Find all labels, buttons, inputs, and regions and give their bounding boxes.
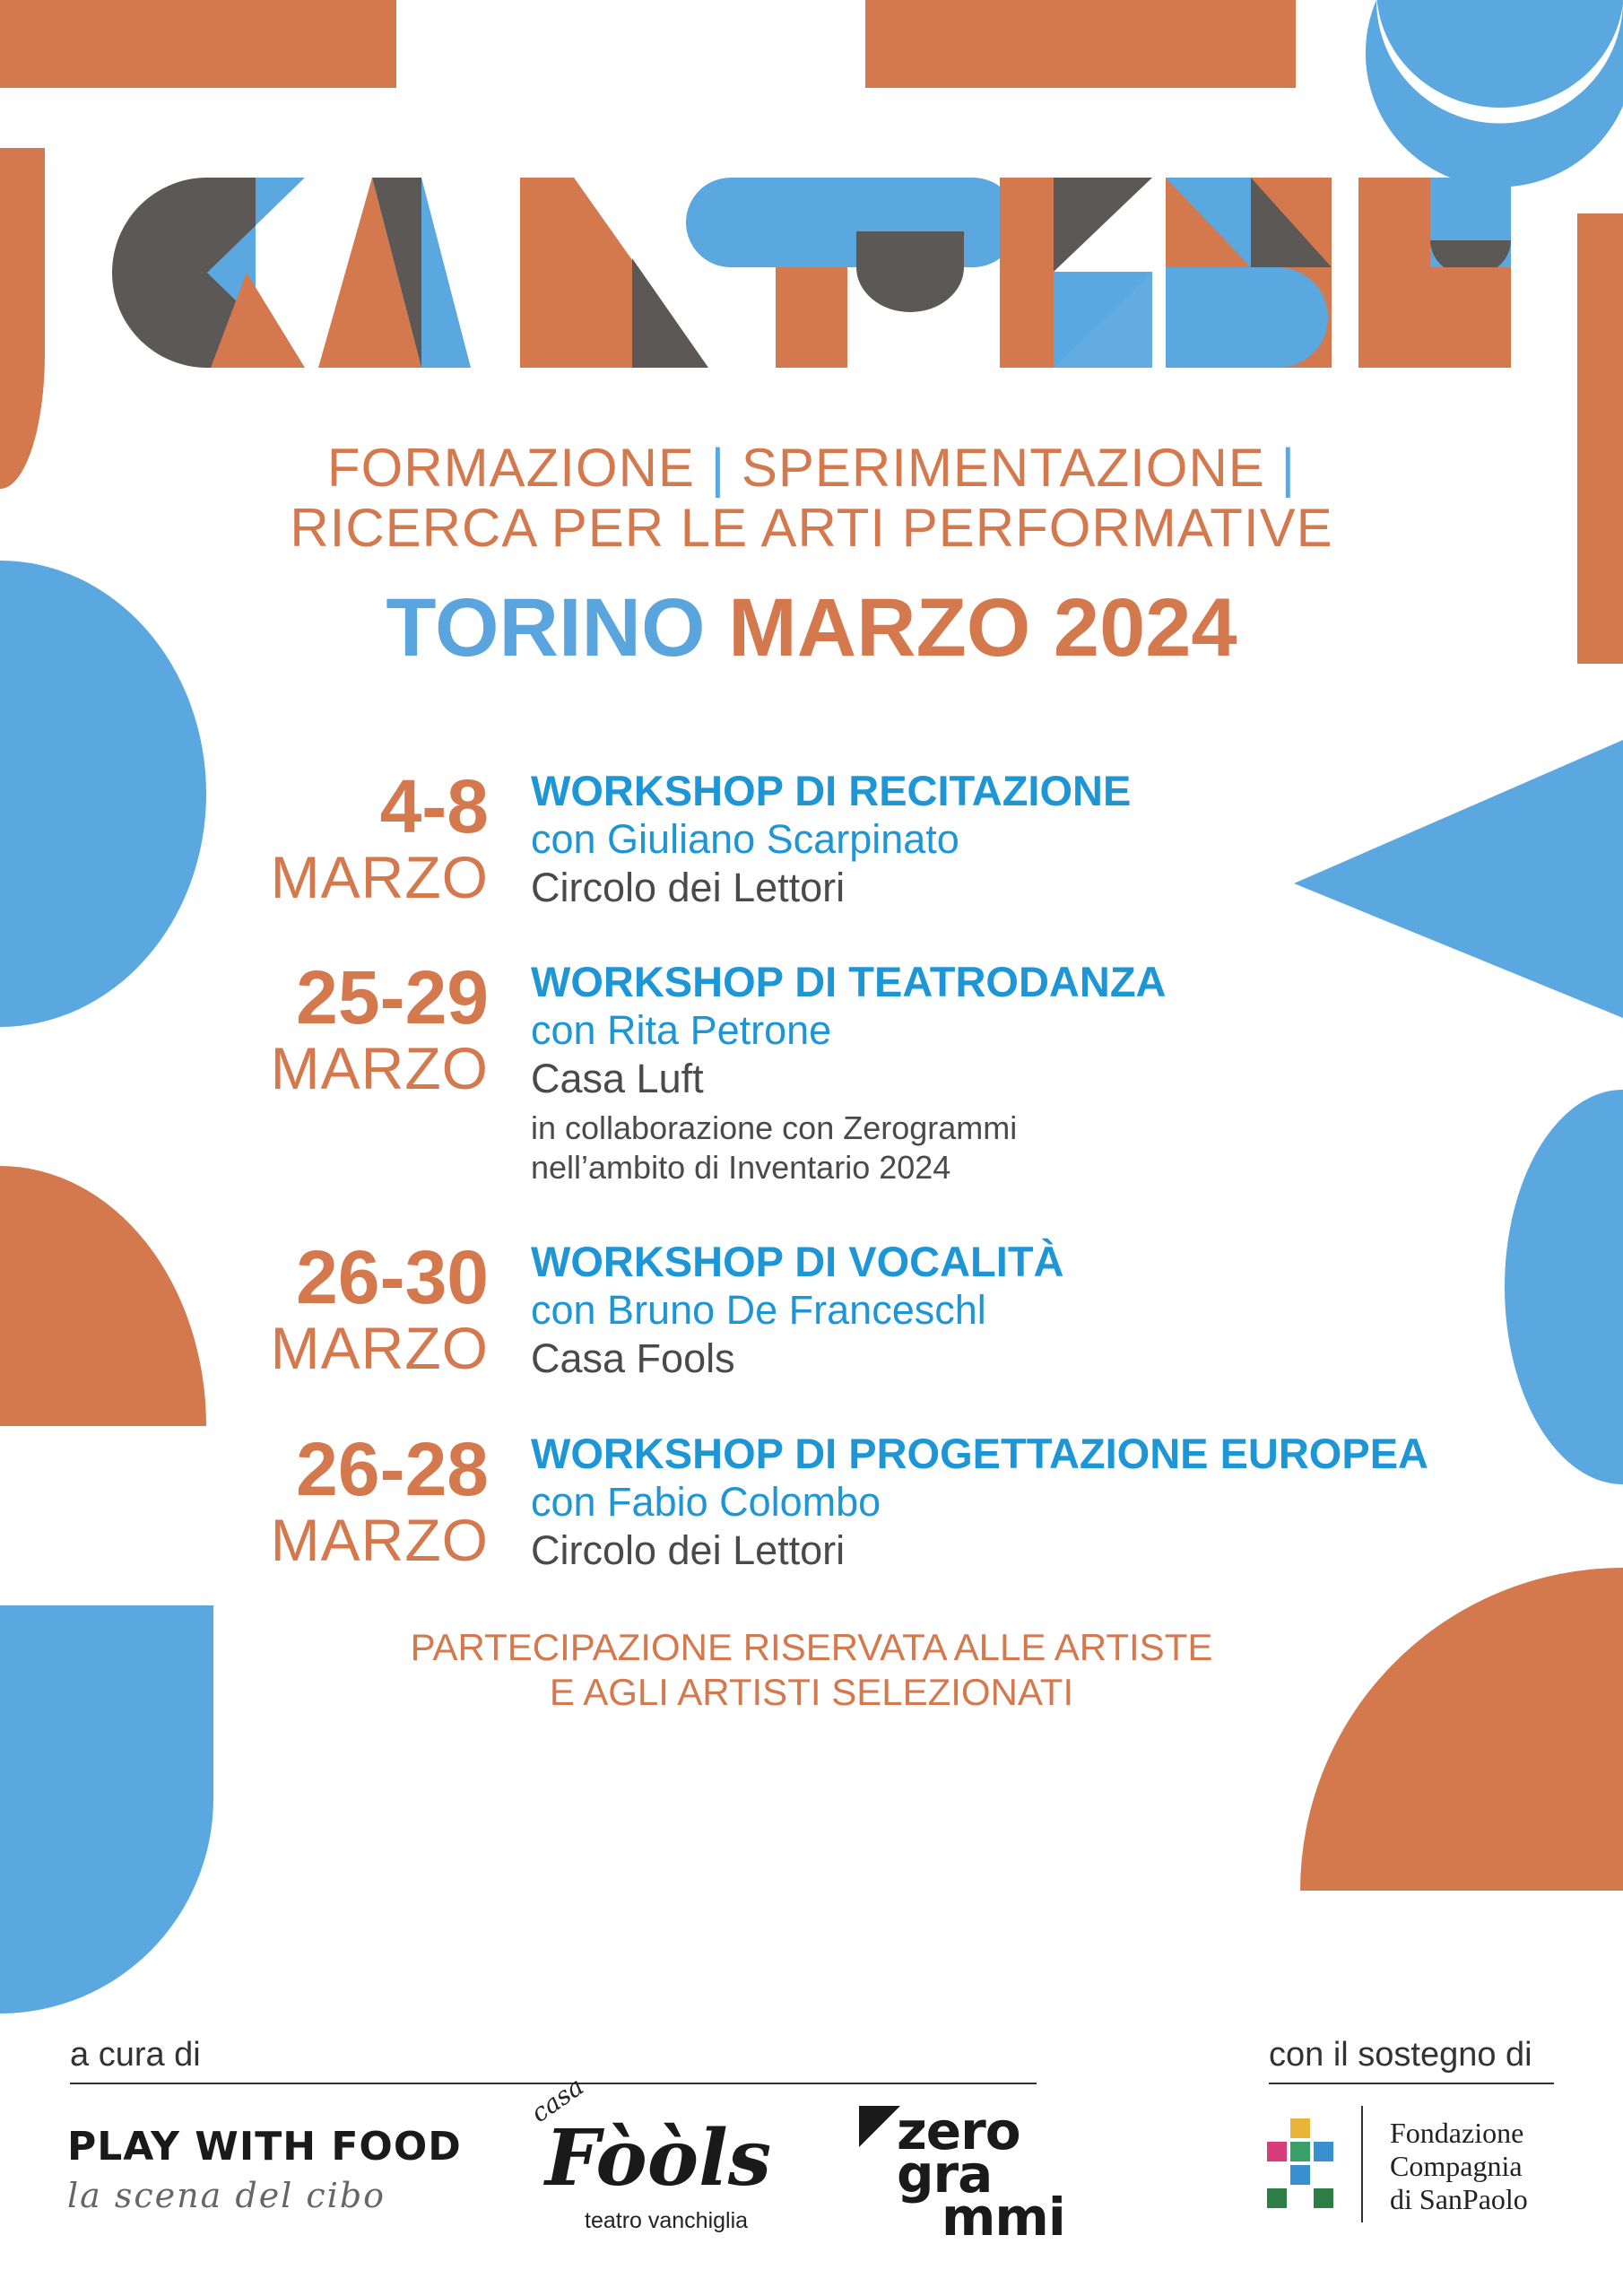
right-blue-triangle-shape: [1294, 740, 1623, 1018]
casa-fools-name: Fòòls: [545, 2113, 772, 2204]
subtitle-separator: |: [1280, 438, 1297, 498]
event-days: 26-30: [296, 1235, 489, 1319]
title-letter-e: [1000, 178, 1152, 368]
casa-fools-top: casa: [525, 2071, 589, 2128]
subtitle-line-1: [0, 438, 1623, 499]
fondazione-name: [1390, 2117, 1528, 2216]
notice-line-2: E AGLI ARTISTI SELEZIONATI: [549, 1671, 1074, 1713]
event-period: MARZO 2024: [728, 582, 1237, 674]
event-days: 25-29: [296, 955, 489, 1039]
city-name: TORINO: [386, 582, 706, 674]
title-letter-i: [1358, 178, 1511, 368]
support-divider: [1269, 2083, 1554, 2084]
zerogrammi-line-1: zero: [897, 2100, 1020, 2161]
zerogrammi-line-3: mmi: [942, 2187, 1065, 2248]
subtitle-line-2: [0, 498, 1623, 559]
event-title: WORKSHOP DI PROGETTAZIONE EUROPEA: [531, 1430, 1428, 1477]
zerogrammi-mark-icon: [859, 2106, 900, 2147]
play-with-food-name: PLAY WITH FOOD: [67, 2124, 462, 2170]
subtitle-separator: |: [710, 438, 726, 498]
event-month: MARZO: [270, 1035, 489, 1101]
event-month: MARZO: [270, 1507, 489, 1573]
event-note: in collaborazione con Zerogrammi: [531, 1109, 1018, 1146]
subtitle-formazione: FORMAZIONE: [326, 438, 695, 498]
support-label: con il sostegno di: [1269, 2036, 1532, 2074]
page-title: [112, 178, 1511, 368]
title-letter-n: [520, 178, 708, 368]
event-title: WORKSHOP DI VOCALITÀ: [531, 1238, 1064, 1285]
fondazione-divider: [1361, 2106, 1363, 2222]
title-letter-c: [112, 178, 305, 368]
curated-by-label: a cura di: [70, 2036, 201, 2074]
event-venue: Casa Fools: [531, 1335, 735, 1381]
city-date-heading: [0, 578, 1623, 677]
event-title: WORKSHOP DI RECITAZIONE: [531, 767, 1132, 814]
event-month: MARZO: [270, 844, 489, 910]
event-date: [270, 1235, 489, 1381]
fondazione-line-2: Compagnia: [1390, 2150, 1523, 2182]
title-letter-r: [1166, 178, 1332, 368]
casa-fools-tagline: teatro vanchiglia: [585, 2208, 749, 2233]
fondazione-mosaic-icon: [1267, 2118, 1333, 2208]
right-blue-half-circle-shape: [1505, 1090, 1623, 1484]
fondazione-line-1: Fondazione: [1390, 2117, 1524, 2149]
participation-notice: [0, 1625, 1623, 1715]
event-date: [270, 764, 489, 910]
event-title: WORKSHOP DI TEATRODANZA: [531, 958, 1167, 1005]
notice-line-1: PARTECIPAZIONE RISERVATA ALLE ARTISTE: [410, 1626, 1213, 1668]
event-days: 26-28: [296, 1427, 489, 1511]
event-teacher: con Rita Petrone: [531, 1007, 832, 1053]
event-info: [531, 767, 1131, 912]
event-days: 4-8: [379, 764, 489, 848]
event-venue: Circolo dei Lettori: [531, 1527, 846, 1573]
title-letter-a: [318, 178, 471, 368]
subtitle-sperimentazione: SPERIMENTAZIONE: [741, 438, 1265, 498]
event-info: [531, 958, 1166, 1187]
fondazione-line-3: di SanPaolo: [1390, 2183, 1528, 2215]
right-orange-quarter-circle-shape: [1300, 1568, 1623, 1891]
event-month: MARZO: [270, 1315, 489, 1381]
event-date: [270, 1427, 489, 1573]
event-note: nell’ambito di Inventario 2024: [531, 1149, 951, 1186]
play-with-food-tagline: la scena del cibo: [67, 2176, 386, 2215]
top-center-half-circle-shape: [865, 0, 1296, 88]
event-teacher: con Fabio Colombo: [531, 1479, 881, 1525]
event-info: [531, 1238, 1063, 1383]
event-venue: Casa Luft: [531, 1056, 704, 1101]
event-venue: Circolo dei Lettori: [531, 865, 846, 910]
left-orange-quarter-circle-shape: [0, 1166, 206, 1426]
top-left-bar-shape: [0, 0, 396, 88]
subtitle-ricerca: RICERCA PER LE ARTI PERFORMATIVE: [290, 498, 1333, 558]
event-date: [270, 955, 489, 1101]
event-teacher: con Giuliano Scarpinato: [531, 816, 959, 862]
title-letter-t: [686, 178, 1018, 368]
zerogrammi-line-2: gra: [897, 2144, 993, 2205]
event-teacher: con Bruno De Franceschl: [531, 1287, 986, 1333]
event-info: [531, 1430, 1428, 1575]
